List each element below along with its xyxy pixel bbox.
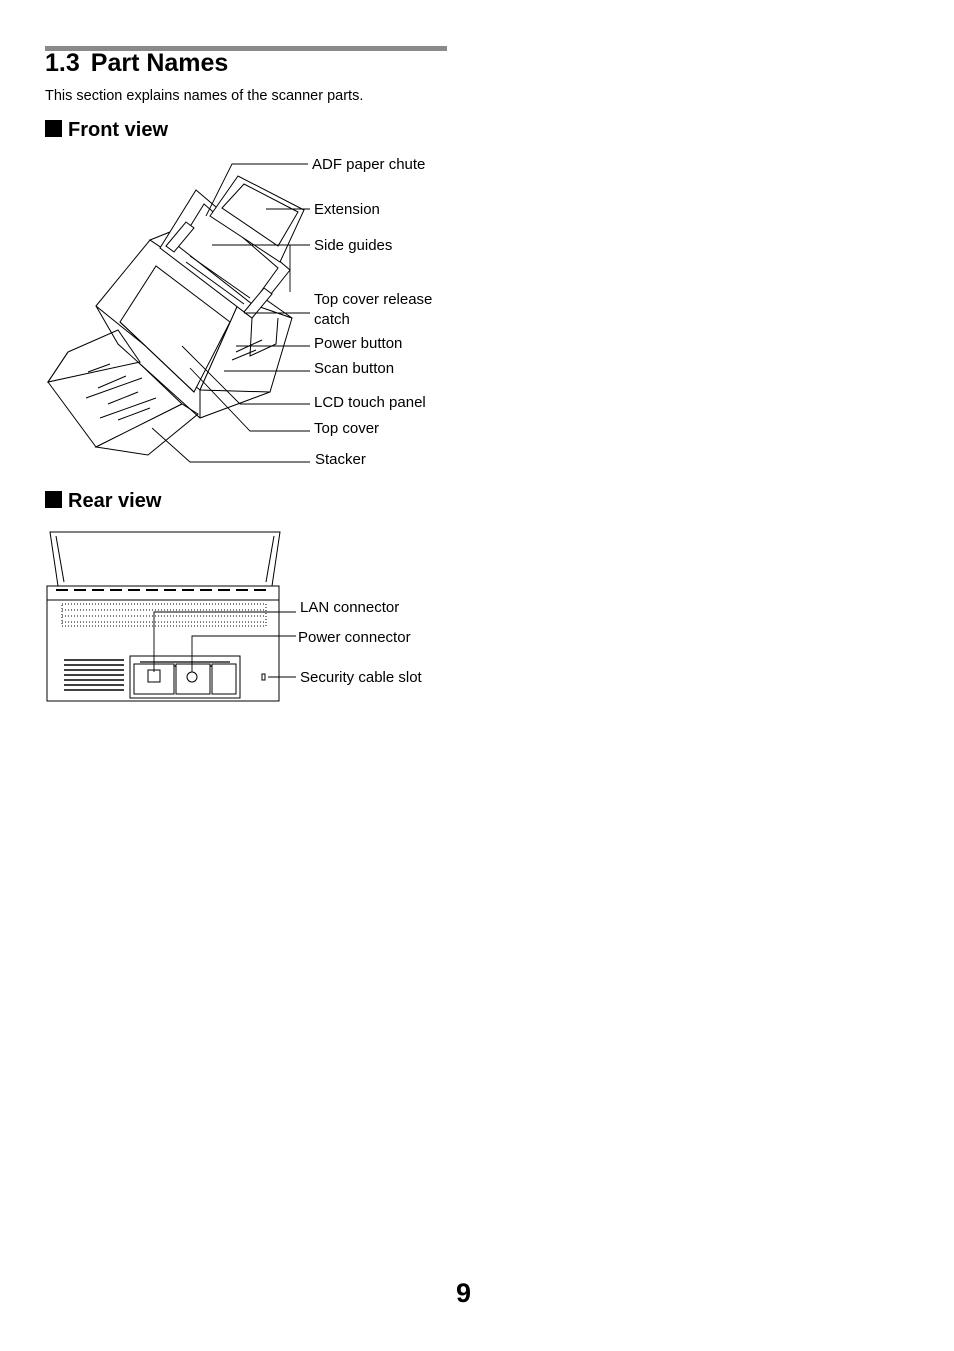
front-view-heading-text: Front view	[68, 119, 169, 141]
scanner-rear-drawing	[47, 532, 280, 701]
label-extension: Extension	[314, 201, 380, 218]
label-adf-paper-chute: ADF paper chute	[312, 156, 426, 173]
label-scan-button: Scan button	[314, 360, 395, 377]
label-lan-connector: LAN connector	[300, 599, 400, 616]
page-number: 9	[456, 1278, 472, 1308]
label-top-cover: Top cover	[314, 420, 380, 437]
label-lcd-touch-panel: LCD touch panel	[314, 394, 426, 411]
section-number: 1.3	[45, 49, 80, 77]
rear-view-heading-text: Rear view	[68, 490, 162, 512]
label-power-button: Power button	[314, 335, 403, 352]
intro-text: This section explains names of the scanner parts.	[45, 88, 364, 104]
label-side-guides: Side guides	[314, 237, 393, 254]
label-stacker: Stacker	[315, 451, 366, 468]
label-top-cover-release-catch: Top cover release catch	[314, 291, 433, 328]
label-power-connector: Power connector	[298, 629, 411, 646]
label-security-cable-slot: Security cable slot	[300, 669, 422, 686]
section-title-text: Part Names	[90, 49, 229, 77]
